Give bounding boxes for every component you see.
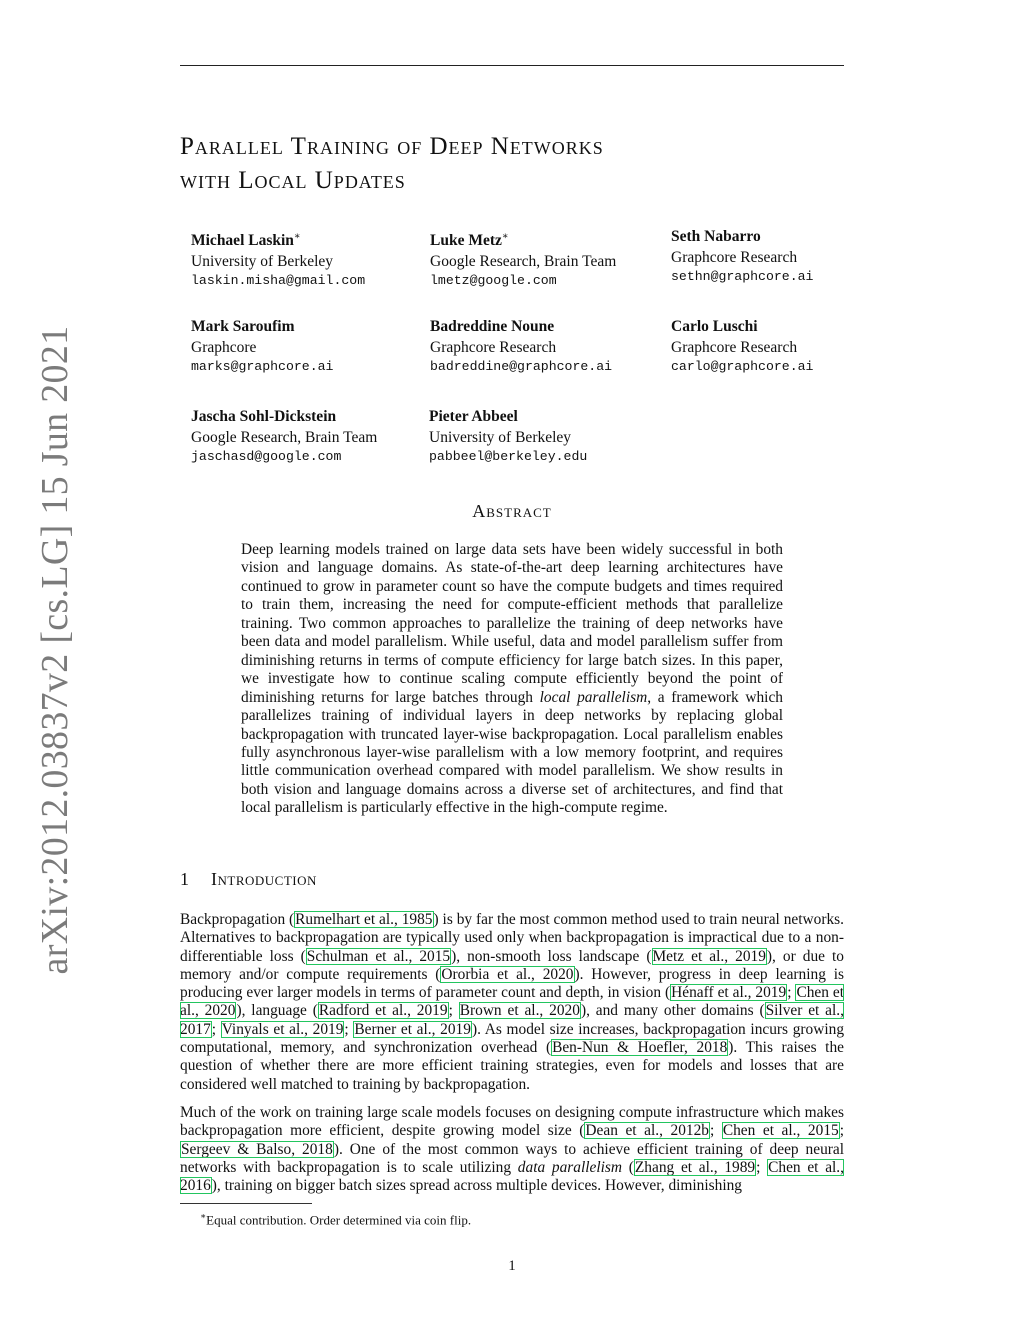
citation-link[interactable]: Berner et al., 2019: [354, 1020, 471, 1038]
citation-link[interactable]: Ororbia et al., 2020: [441, 965, 574, 983]
author-name: Luke Metz∗: [430, 231, 509, 250]
author-email: pabbeel@berkeley.edu: [429, 449, 588, 464]
citation-link[interactable]: Dean et al., 2012b: [585, 1122, 709, 1140]
footnote: ∗Equal contribution. Order determined via coin flip.: [200, 1211, 472, 1228]
citation-link[interactable]: Sergeev & Balso, 2018: [181, 1140, 333, 1158]
citation-link[interactable]: Chen et al., 2015: [722, 1122, 839, 1140]
emphasis-data-parallelism: data parallelism: [517, 1158, 623, 1176]
author-block: [430, 226, 660, 289]
arxiv-identifier: arXiv:2012.03837v2 [cs.LG] 15 Jun 2021: [34, 325, 76, 975]
citation-link[interactable]: Brown et al., 2020: [459, 1002, 580, 1020]
author-affiliation: University of Berkeley: [191, 253, 334, 271]
title-line-1: Parallel Training of Deep Networks: [180, 133, 604, 160]
author-email: marks@graphcore.ai: [191, 359, 334, 374]
author-block: [191, 406, 421, 465]
intro-paragraph-1: Backpropagation (Rumelhart et al., 1985) is by far the most common method used to train neural networks. Alternatives to backpropagation are typically used only when backpropagation is impractical due to a non-differentiable loss (Schulman et al., 2015), non-smooth loss landscape (Metz et al., 2019), or due to memory and/or compute requirements (Ororbia et al., 2020). However, progress in deep learning is producing ever larger models in terms of parameter count and depth, in vision (Hénaff et al., 2019; Chen et al., 2020), language (Radford et al., 2019; Brown et al., 2020), and many other domains (Silver et al., 2017; Vinyals et al., 2019; Berner et al., 2019). As model size increases, backpropagation incurs growing computational, memory, and synchronization overhead (Ben-Nun & Hoefler, 2018). This raises the question of whether there are more efficient training strategies, even for models and losses that are considered well matched to training by backpropagation.: [180, 911, 845, 1093]
author-name: Michael Laskin∗: [191, 231, 301, 250]
author-affiliation: Graphcore Research: [671, 339, 798, 356]
footnote-mark: ∗: [200, 1211, 207, 1221]
author-affiliation: Google Research, Brain Team: [430, 253, 617, 271]
author-name: Badreddine Noune: [430, 318, 555, 335]
author-block: [430, 316, 660, 375]
author-email: badreddine@graphcore.ai: [430, 359, 613, 374]
paper-title: [180, 130, 820, 198]
equal-contribution-mark: ∗: [501, 231, 509, 242]
citation-link[interactable]: Zhang et al., 1989: [634, 1158, 756, 1176]
author-block: [671, 226, 901, 285]
author-name: Mark Saroufim: [191, 318, 295, 335]
citation-link[interactable]: Hénaff et al., 2019: [671, 984, 787, 1002]
title-line-2: with Local Updates: [180, 167, 406, 194]
author-name: Pieter Abbeel: [429, 408, 518, 425]
author-affiliation: Graphcore Research: [430, 339, 557, 356]
author-email: jaschasd@google.com: [191, 449, 342, 464]
author-name: Jascha Sohl-Dickstein: [191, 408, 337, 425]
author-email: sethn@graphcore.ai: [671, 269, 814, 284]
author-email: lmetz@google.com: [430, 273, 557, 289]
citation-link[interactable]: Rumelhart et al., 1985: [295, 911, 433, 928]
page-number: 1: [508, 1258, 516, 1274]
citation-link[interactable]: Ben-Nun & Hoefler, 2018: [552, 1039, 728, 1057]
citation-link[interactable]: Metz et al., 2019: [652, 947, 766, 965]
author-affiliation: University of Berkeley: [429, 429, 572, 446]
author-block: [671, 316, 901, 375]
emphasis-local-parallelism: local parallelism: [539, 688, 648, 706]
author-email: laskin.misha@gmail.com: [191, 273, 366, 289]
author-name: Carlo Luschi: [671, 318, 758, 335]
author-block: [429, 406, 659, 465]
citation-link[interactable]: Radford et al., 2019: [318, 1002, 448, 1020]
author-email: carlo@graphcore.ai: [671, 359, 814, 374]
citation-link[interactable]: Chen et al., 2020: [180, 984, 844, 1020]
footnote-rule: [180, 1203, 312, 1204]
section-title: Introduction: [211, 869, 317, 889]
abstract-text: Deep learning models trained on large data sets have been widely successful in both vision and language domains. As state-of-the-art deep learning architectures have continued to grow in parameter count so have the compute budgets and times required to train them, increasing the need for compute-efficient methods that parallelize training. Two common approaches to parallelize the training of deep networks have been data and model parallelism. While useful, data and model parallelism suffer from diminishing returns in terms of compute efficiency for large batch sizes. In this paper, we investigate how to continue scaling compute efficiently beyond the point of diminishing returns for large batches through local parallelism, a framework which parallelizes training of individual layers in deep networks by replacing global backpropagation with truncated layer-wise backpropagation. Local parallelism enables fully asynchronous layer-wise parallelism with a low memory footprint, and requires little communication overhead compared with model parallelism. We show results in both vision and language domains across a diverse set of architectures, and find that local parallelism is particularly effective in the high-compute regime.: [241, 541, 783, 817]
author-name: Seth Nabarro: [671, 228, 761, 245]
section-heading-introduction: [180, 869, 317, 890]
equal-contribution-mark: ∗: [293, 231, 301, 242]
intro-paragraph-2: Much of the work on training large scale models focuses on designing compute infrastructure which makes backpropagation more efficient, despite growing model size (Dean et al., 2012b; Chen et al., 2015; Sergeev & Balso, 2018). One of the most common ways to achieve efficient training of deep neural networks with backpropagation is to scale utilizing data parallelism (Zhang et al., 1989; Chen et al., 2016), training on bigger batch sizes spread across multiple devices. However, diminishing: [180, 1104, 844, 1195]
author-block: [191, 226, 421, 289]
abstract-heading: Abstract: [472, 501, 552, 521]
top-rule: [180, 65, 844, 66]
citation-link[interactable]: Vinyals et al., 2019: [221, 1020, 344, 1038]
section-number: 1: [180, 869, 190, 889]
author-affiliation: Google Research, Brain Team: [191, 429, 378, 446]
citation-link[interactable]: Silver et al., 2017: [180, 1002, 844, 1038]
author-block: [191, 316, 421, 375]
author-affiliation: Graphcore: [191, 339, 257, 356]
citation-link[interactable]: Chen et al., 2016: [180, 1158, 844, 1195]
author-affiliation: Graphcore Research: [671, 249, 798, 266]
citation-link[interactable]: Schulman et al., 2015: [306, 947, 451, 965]
